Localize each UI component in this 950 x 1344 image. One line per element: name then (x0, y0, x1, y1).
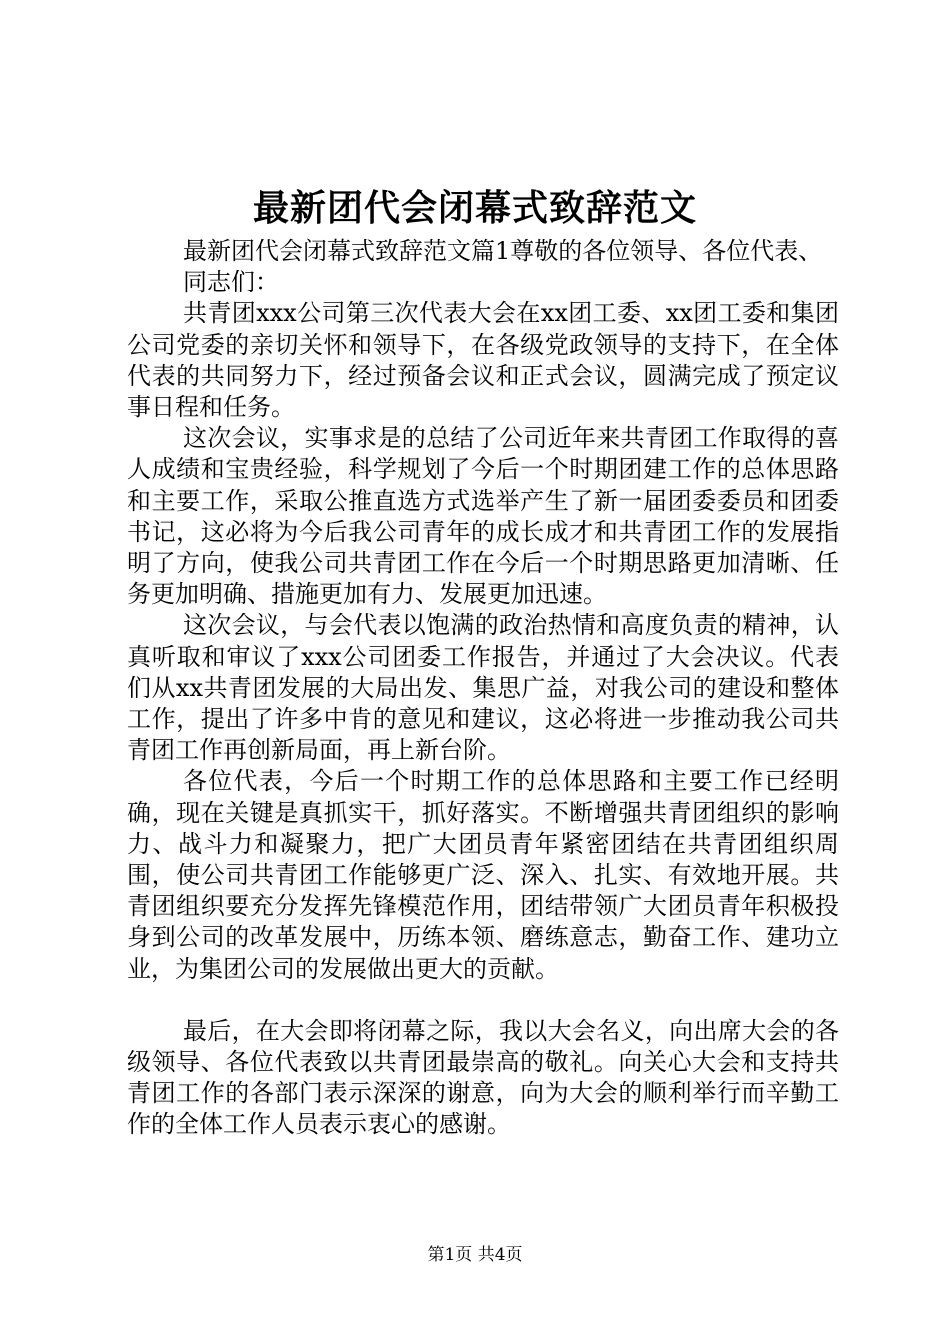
page-number: 第1页 共4页 (427, 1245, 523, 1265)
document-title: 最新团代会闭幕式致辞范文 (252, 187, 697, 229)
paragraph-3: 共青团xxx公司第三次代表大会在xx团工委、xx团工委和集团公司党委的亲切关怀和领导下，在各级党政领导的支持下，在全体代表的共同努力下，经过预备会议和正式会议，圆满完成了预定议事日程和任务。 (127, 299, 839, 422)
paragraph-7: 最后，在大会即将闭幕之际，我以大会名义，向出席大会的各级领导、各位代表致以共青团最崇高的敬礼。向关心大会和支持共青团工作的各部门表示深深的谢意，向为大会的顺利举行而辛勤工作的全体工作人员表示衷心的感谢。 (127, 1016, 839, 1139)
paragraph-2: 同志们： (183, 268, 279, 297)
document-body (127, 236, 839, 1141)
paragraph-1: 最新团代会闭幕式致辞范文篇1尊敬的各位领导、各位代表、 (183, 237, 823, 265)
paragraph-6: 各位代表，今后一个时期工作的总体思路和主要工作已经明确，现在关键是真抓实干，抓好落实。不断增强共青团组织的影响力、战斗力和凝聚力，把广大团员青年紧密团结在共青团组织周围，使公司共青团工作能够更广泛、深入、扎实、有效地开展。共青团组织要充分发挥先锋模范作用，团结带领广大团员青年积极投身到公司的改革发展中，历练本领、磨练意志，勤奋工作、建功立业，为集团公司的发展做出更大的贡献。 (127, 767, 839, 983)
paragraph-4: 这次会议，实事求是的总结了公司近年来共青团工作取得的喜人成绩和宝贵经验，科学规划了今后一个时期团建工作的总体思路和主要工作，采取公推直选方式选举产生了新一届团委委员和团委书记，这必将为今后我公司青年的成长成才和共青团工作的发展指明了方向，使我公司共青团工作在今后一个时期思路更加清晰、任务更加明确、措施更加有力、发展更加迅速。 (127, 424, 839, 609)
paragraph-5: 这次会议，与会代表以饱满的政治热情和高度负责的精神，认真听取和审议了xxx公司团委工作报告，并通过了大会决议。代表们从xx共青团发展的大局出发、集思广益，对我公司的建设和整体工作，提出了许多中肯的意见和建议，这必将进一步推动我公司共青团工作再创新局面，再上新台阶。 (127, 611, 839, 765)
